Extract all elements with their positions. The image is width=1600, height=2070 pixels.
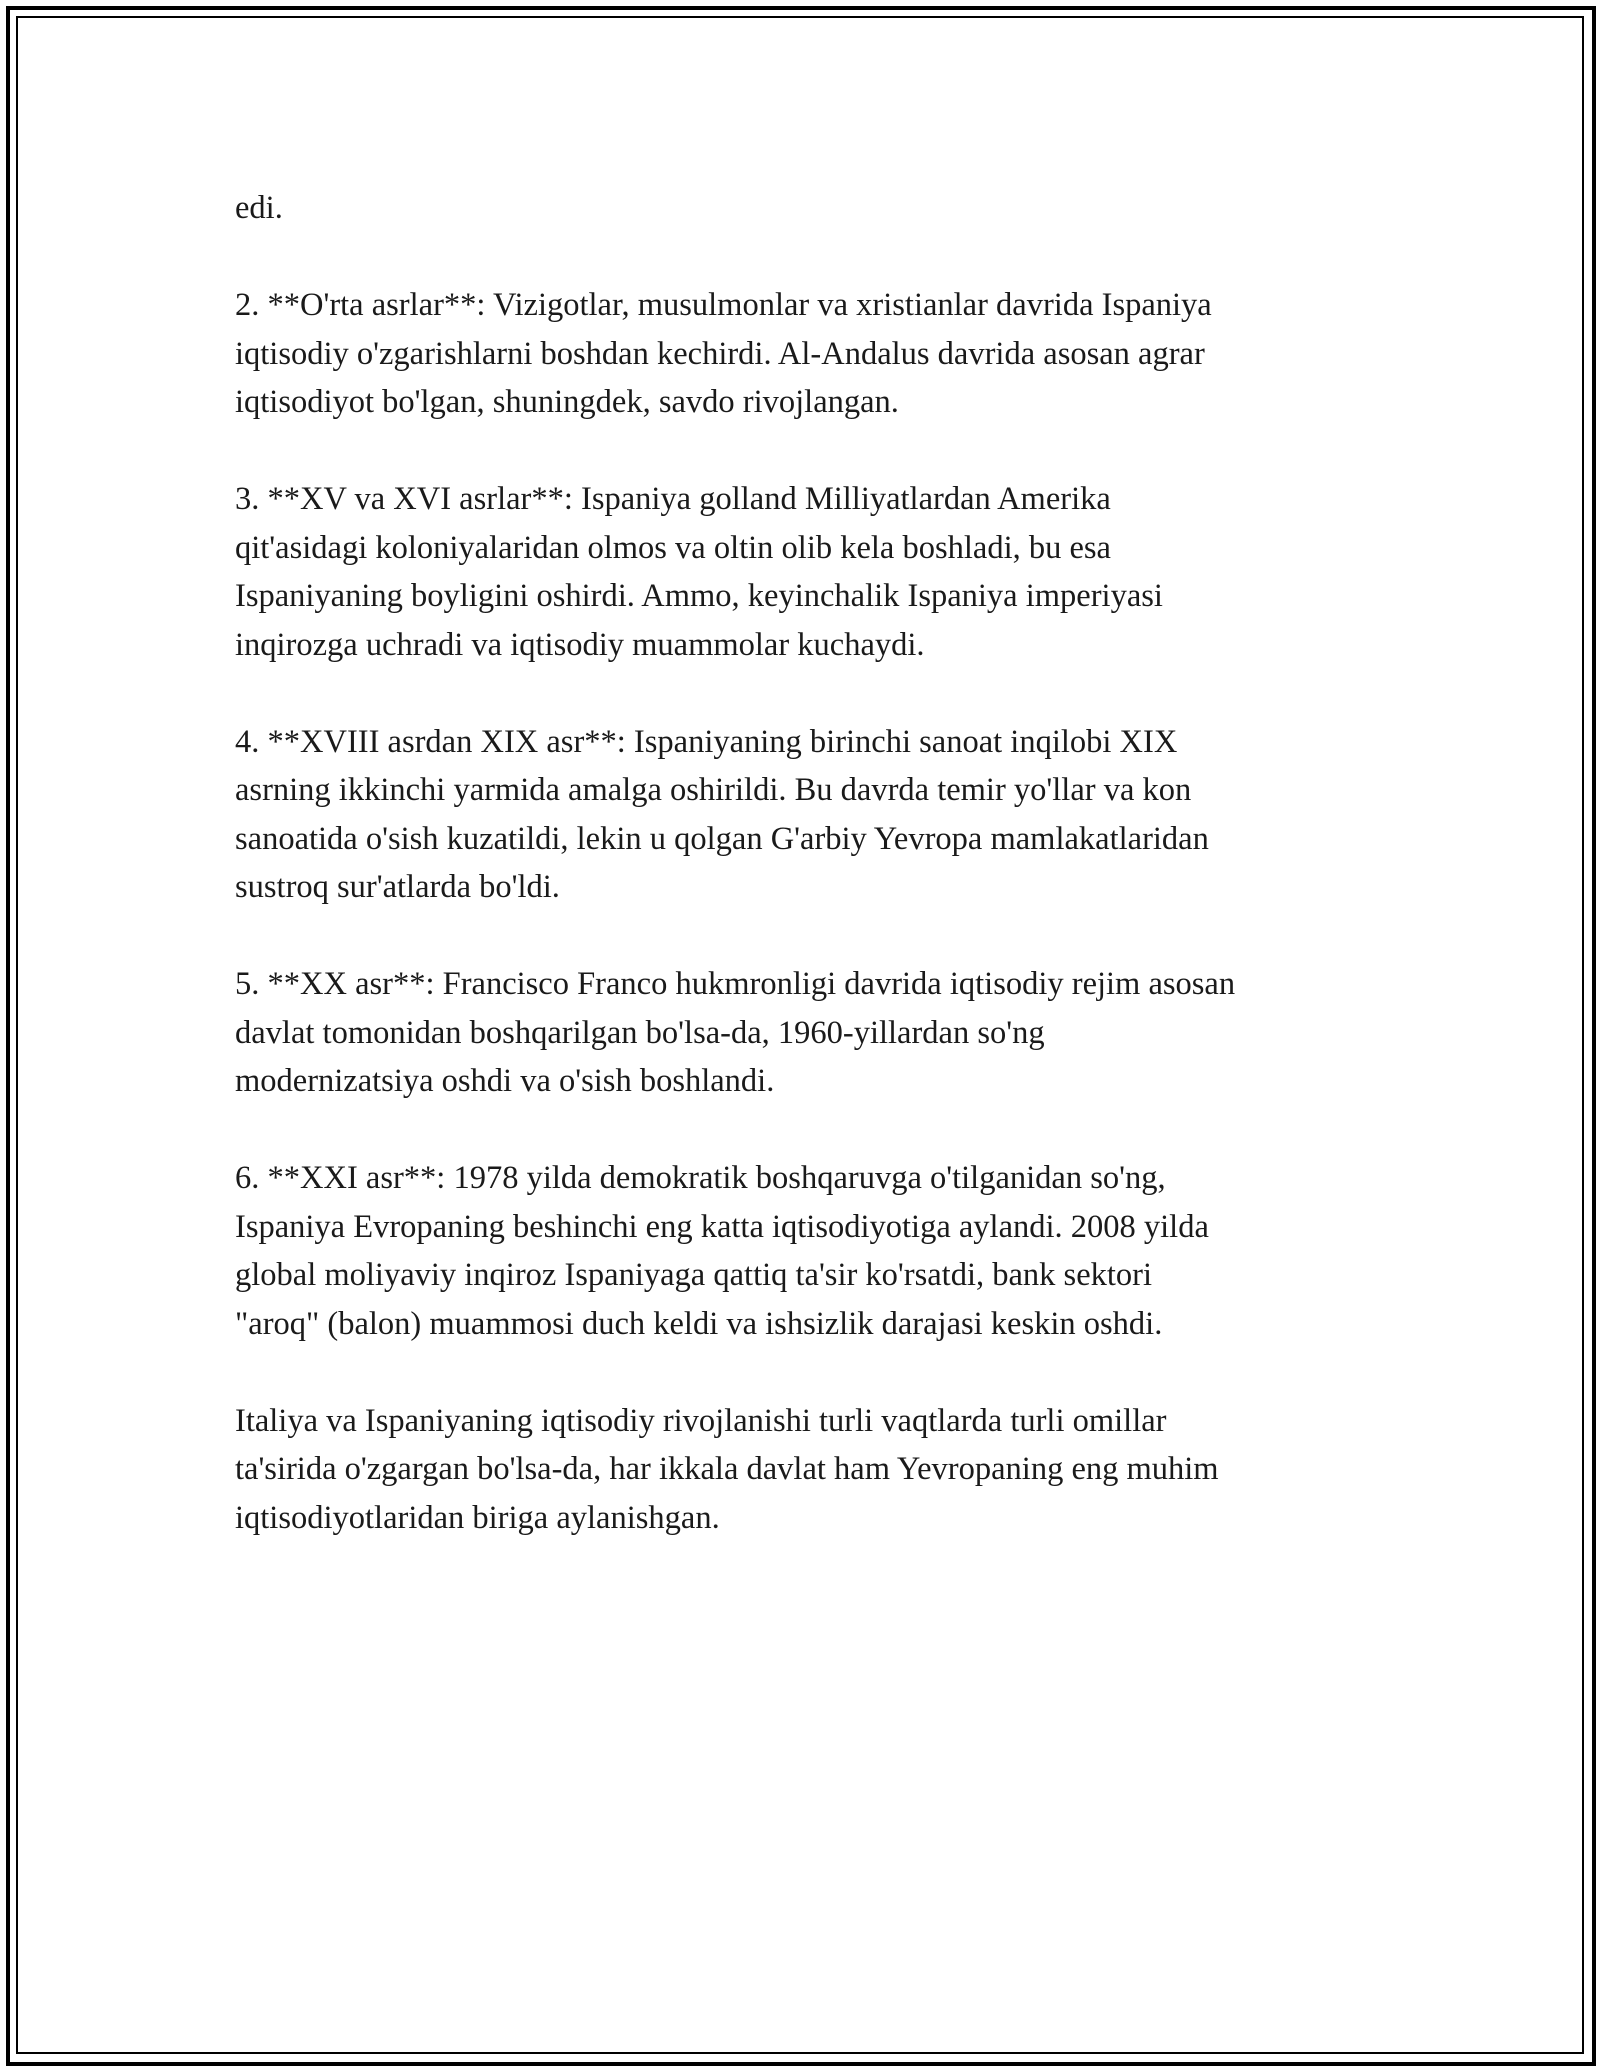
text-line: iqtisodiyot bo'lgan, shuningdek, savdo rivojlangan. bbox=[235, 384, 899, 420]
text-line: davlat tomonidan boshqarilgan bo'lsa-da, 1960-yillardan so'ng bbox=[235, 1014, 1045, 1051]
text-line: sanoatida o'sish kuzatildi, lekin u qolgan G'arbiy Yevropa mamlakatlaridan bbox=[235, 820, 1209, 857]
text-line: edi. bbox=[235, 190, 283, 226]
paragraph-21-century bbox=[235, 1154, 1395, 1348]
paragraph-middle-ages bbox=[235, 281, 1395, 427]
text-line: global moliyaviy inqiroz Ispaniyaga qattiq ta'sir ko'rsatdi, bank sektori bbox=[235, 1257, 1152, 1293]
text-line: Ispaniya Evropaning beshinchi eng katta iqtisodiyotiga aylandi. 2008 yilda bbox=[235, 1208, 1209, 1245]
paragraph-15-16-centuries bbox=[235, 475, 1395, 669]
text-line: asrning ikkinchi yarmida amalga oshirildi. Bu davrda temir yo'llar va kon bbox=[235, 772, 1192, 808]
text-line: Italiya va Ispaniyaning iqtisodiy rivojlanishi turli vaqtlarda turli omillar bbox=[235, 1402, 1167, 1439]
text-line: ta'sirida o'zgargan bo'lsa-da, har ikkala davlat ham Yevropaning eng muhim bbox=[235, 1451, 1219, 1487]
text-line: 4. **XVIII asrdan XIX asr**: Ispaniyaning birinchi sanoat inqilobi XIX bbox=[235, 723, 1178, 760]
text-line: qit'asidagi koloniyalaridan olmos va oltin olib kela boshladi, bu esa bbox=[235, 529, 1111, 566]
paragraph-18-19-centuries bbox=[235, 718, 1395, 912]
text-line: modernizatsiya oshdi va o'sish boshlandi. bbox=[235, 1063, 775, 1099]
text-line: sustroq sur'atlarda bo'ldi. bbox=[235, 869, 560, 905]
text-line: inqirozga uchradi va iqtisodiy muammolar kuchaydi. bbox=[235, 626, 925, 663]
paragraph-conclusion bbox=[235, 1397, 1395, 1543]
text-line: Ispaniyaning boyligini oshirdi. Ammo, keyinchalik Ispaniya imperiyasi bbox=[235, 578, 1163, 614]
text-line: iqtisodiy o'zgarishlarni boshdan kechirdi. Al-Andalus davrida asosan agrar bbox=[235, 335, 1205, 372]
text-line: 2. **O'rta asrlar**: Vizigotlar, musulmonlar va xristianlar davrida Ispaniya bbox=[235, 287, 1212, 323]
text-line: 6. **XXI asr**: 1978 yilda demokratik boshqaruvga o'tilganidan so'ng, bbox=[235, 1160, 1166, 1196]
text-line: iqtisodiyotlaridan biriga aylanishgan. bbox=[235, 1499, 720, 1536]
text-line: 5. **XX asr**: Francisco Franco hukmronligi davrida iqtisodiy rejim asosan bbox=[235, 966, 1236, 1002]
text-line: "aroq" (balon) muammosi duch keldi va ishsizlik darajasi keskin oshdi. bbox=[235, 1305, 1163, 1342]
paragraph-20-century bbox=[235, 960, 1395, 1106]
document-body bbox=[235, 184, 1395, 1591]
paragraph-continuation bbox=[235, 184, 1395, 233]
text-line: 3. **XV va XVI asrlar**: Ispaniya golland Milliyatlardan Amerika bbox=[235, 481, 1111, 517]
